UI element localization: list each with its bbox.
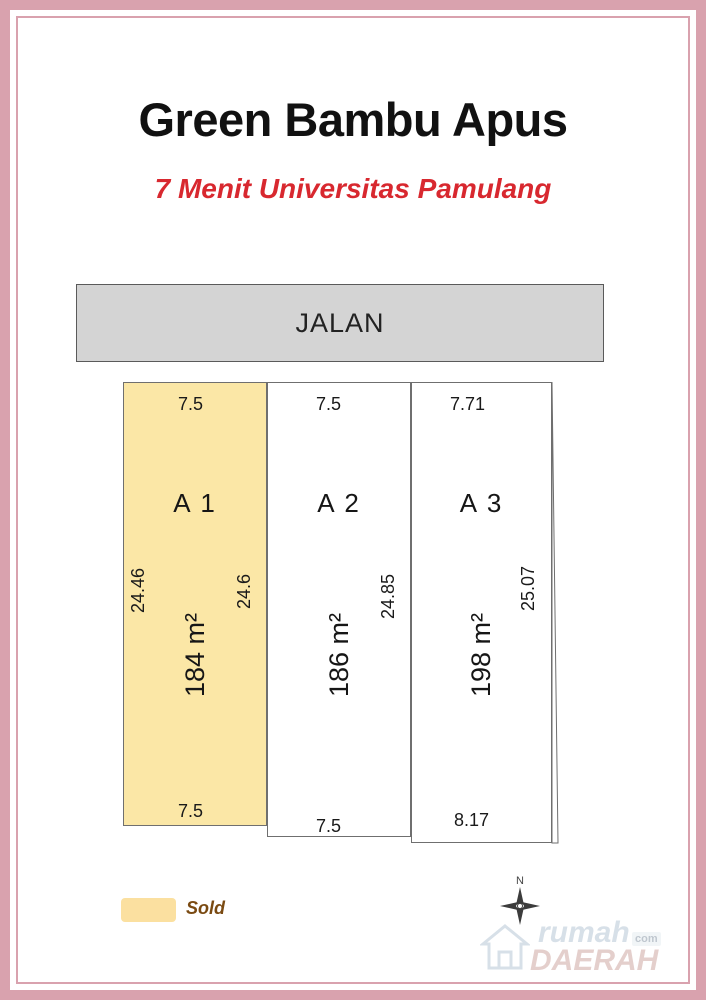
legend-sold-swatch (121, 898, 176, 922)
road-label: JALAN (295, 307, 385, 338)
dim-a1-left-depth: 24.46 (128, 568, 148, 614)
plot-a1-code: A 1 (173, 488, 217, 518)
dim-a2-bottom: 7.5 (316, 816, 342, 836)
dim-a1-top: 7.5 (178, 394, 204, 414)
page-title: Green Bambu Apus (138, 93, 568, 146)
plot-a2-area: 186 m² (323, 613, 354, 698)
dim-a2-top: 7.5 (316, 394, 342, 414)
dim-a3-top: 7.71 (450, 394, 486, 414)
house-icon (480, 922, 530, 972)
dim-a2-right-depth: 24.85 (378, 574, 398, 620)
legend-sold-label: Sold (186, 898, 225, 918)
page-subtitle: 7 Menit Universitas Pamulang (154, 173, 552, 204)
road-block (76, 284, 604, 362)
svg-text:N: N (516, 875, 524, 887)
watermark (480, 918, 680, 980)
plot-a2-code: A 2 (317, 488, 361, 518)
plot-a3-code: A 3 (459, 488, 504, 518)
plot-a1-area-wrap (124, 613, 266, 697)
plot-a1-area: 184 m² (179, 613, 210, 698)
dim-a1-bottom: 7.5 (178, 801, 204, 821)
dim-a1-right-depth: 24.6 (234, 574, 254, 610)
plot-group (18, 18, 688, 982)
plot-a3-area: 198 m² (466, 613, 496, 698)
plot-a2-area-wrap (268, 613, 410, 697)
dim-a3-right-depth: 25.07 (518, 566, 538, 612)
plot-a3-area-wrap (412, 613, 551, 697)
siteplan-canvas (18, 18, 688, 982)
dim-a3-bottom: 8.17 (454, 810, 490, 830)
plot-a3[interactable] (411, 382, 552, 843)
watermark-tld: com (632, 932, 661, 946)
watermark-line1: rumah (538, 916, 630, 949)
watermark-line2: DAERAH (530, 944, 659, 977)
